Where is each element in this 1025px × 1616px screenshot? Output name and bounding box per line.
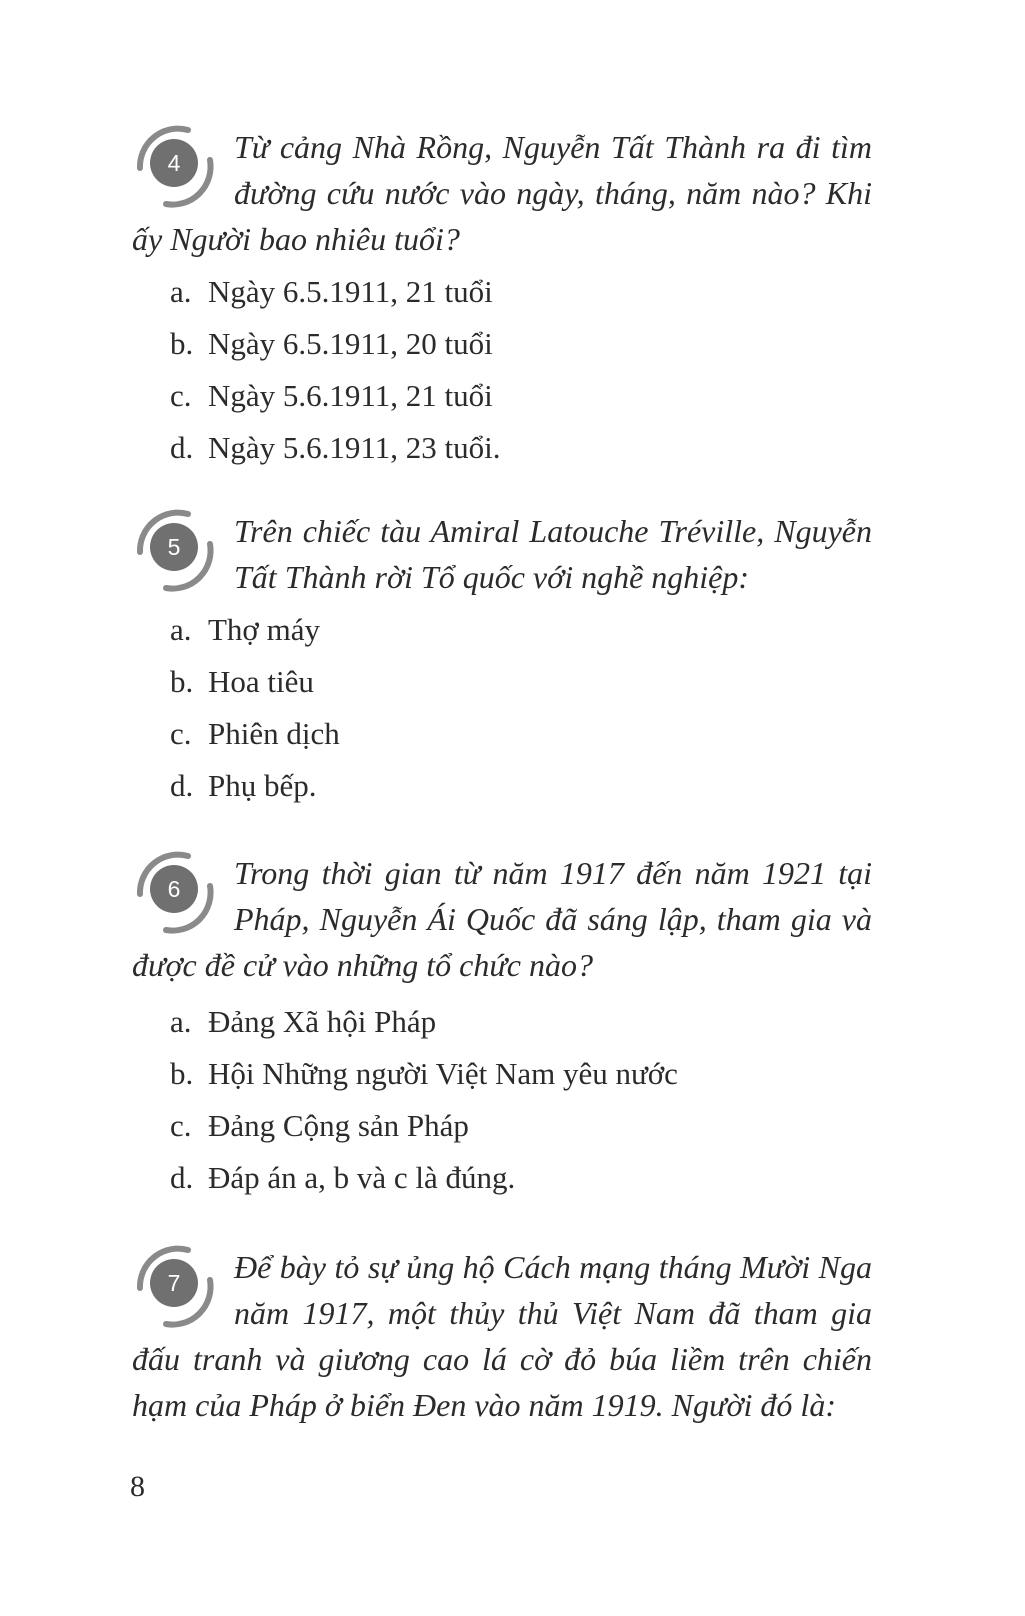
question-number: 4	[167, 150, 181, 176]
option-text: Đảng Cộng sản Pháp	[208, 1108, 469, 1143]
option-letter: d.	[170, 1160, 194, 1195]
option-letter: a.	[170, 274, 192, 309]
options-list	[132, 604, 872, 812]
question-text: Trong thời gian từ năm 1917 đến năm 1921 tại Pháp, Nguyễn Ái Quốc đã sáng lập, tham gia và được đề cử vào những tổ chức nào?	[132, 855, 872, 983]
option-c	[170, 708, 872, 760]
question-6	[132, 850, 872, 1204]
option-a	[170, 604, 872, 656]
option-text: Phụ bếp.	[208, 768, 317, 803]
question-text: Trên chiếc tàu Amiral Latouche Tréville, Nguyễn Tất Thành rời Tổ quốc với nghề nghiệp:	[234, 513, 872, 595]
question-number-badge	[132, 504, 232, 596]
options-list	[132, 266, 872, 474]
option-letter: d.	[170, 768, 194, 803]
option-c	[170, 370, 872, 422]
option-d	[170, 422, 872, 474]
question-7	[132, 1244, 872, 1428]
question-4	[132, 124, 872, 474]
option-b	[170, 656, 872, 708]
option-b	[170, 318, 872, 370]
option-letter: d.	[170, 430, 194, 465]
option-text: Ngày 6.5.1911, 20 tuổi	[208, 326, 493, 361]
question-number: 7	[167, 1270, 181, 1296]
page-number: 8	[130, 1470, 145, 1503]
option-text: Hoa tiêu	[208, 664, 314, 699]
option-text: Thợ máy	[208, 612, 320, 647]
option-text: Ngày 5.6.1911, 23 tuổi.	[208, 430, 501, 465]
option-text: Đảng Xã hội Pháp	[208, 1004, 437, 1039]
option-letter: b.	[170, 326, 194, 361]
option-a	[170, 266, 872, 318]
option-letter: b.	[170, 664, 194, 699]
option-text: Phiên dịch	[208, 716, 340, 751]
option-d	[170, 760, 872, 812]
option-text: Ngày 6.5.1911, 21 tuổi	[208, 274, 493, 309]
option-text: Hội Những người Việt Nam yêu nước	[208, 1056, 678, 1091]
question-number-badge	[132, 1240, 232, 1332]
option-d	[170, 1152, 872, 1204]
option-a	[170, 996, 872, 1048]
option-b	[170, 1048, 872, 1100]
option-c	[170, 1100, 872, 1152]
options-list	[132, 996, 872, 1204]
question-text: Để bày tỏ sự ủng hộ Cách mạng tháng Mười Nga năm 1917, một thủy thủ Việt Nam đã tham gia đấu tranh và giương cao lá cờ đỏ búa liềm trên chiến hạm của Pháp ở biển Đen vào năm 1919. Người đó là:	[132, 1249, 872, 1423]
question-number-badge	[132, 120, 232, 212]
option-letter: b.	[170, 1056, 194, 1091]
option-letter: c.	[170, 1108, 192, 1143]
question-number: 6	[167, 876, 181, 902]
option-letter: c.	[170, 716, 192, 751]
option-letter: c.	[170, 378, 192, 413]
option-letter: a.	[170, 612, 192, 647]
option-letter: a.	[170, 1004, 192, 1039]
option-text: Đáp án a, b và c là đúng.	[208, 1160, 516, 1195]
option-text: Ngày 5.6.1911, 21 tuổi	[208, 378, 493, 413]
question-number: 5	[167, 534, 181, 560]
question-text: Từ cảng Nhà Rồng, Nguyễn Tất Thành ra đi tìm đường cứu nước vào ngày, tháng, năm nào? Khi ấy Người bao nhiêu tuổi?	[132, 129, 872, 257]
question-5	[132, 508, 872, 812]
question-number-badge	[132, 846, 232, 938]
